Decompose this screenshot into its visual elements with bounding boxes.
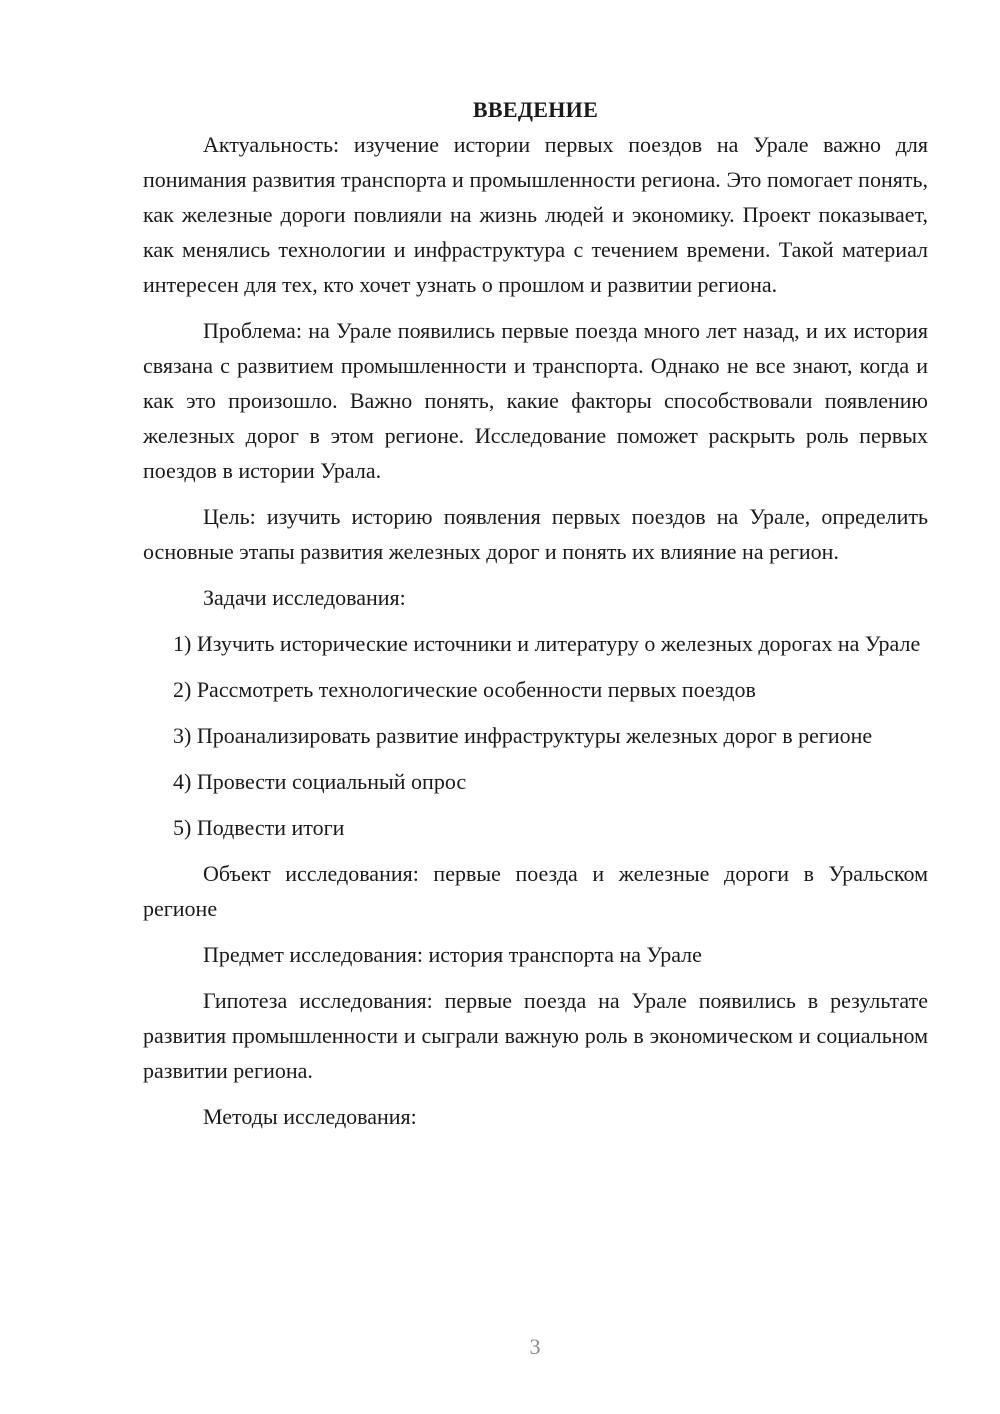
page-number: 3 [529,1334,541,1359]
paragraph-tasks-heading: Задачи исследования: [203,585,406,610]
document-title: ВВЕДЕНИЕ [472,97,599,122]
task-item-2: 2) Рассмотреть технологические особенности первых поездов [173,677,756,702]
paragraph-goal: Цель: изучить историю появления первых поездов на Урале, определить основные этапы развития железных дорог и понять их влияние на регион. [143,504,928,564]
paragraph-methods: Методы исследования: [203,1104,417,1129]
paragraph-object: Объект исследования: первые поезда и железные дороги в Уральском регионе [143,861,928,921]
task-item-5: 5) Подвести итоги [173,815,345,840]
paragraph-relevance: Актуальность: изучение истории первых поездов на Урале важно для понимания развития транспорта и промышленности региона. Это помогает понять, как железные дороги повлияли на жизнь людей и экономику. Проект показывает, как менялись технологии и инфраструктура с течением времени. Такой материал интересен для тех, кто хочет узнать о прошлом и развитии региона. [143,132,928,297]
paragraph-hypothesis: Гипотеза исследования: первые поезда на Урале появились в результате развития промышленности и сыграли важную роль в экономическом и социальном развитии региона. [143,988,928,1083]
document-page [143,92,928,1145]
paragraph-subject: Предмет исследования: история транспорта на Урале [203,942,702,967]
paragraph-problem: Проблема: на Урале появились первые поезда много лет назад, и их история связана с развитием промышленности и транспорта. Однако не все знают, когда и как это произошло. Важно понять, какие факторы способствовали появлению железных дорог в этом регионе. Исследование поможет раскрыть роль первых поездов в истории Урала. [143,318,928,483]
task-item-1: 1) Изучить исторические источники и литературу о железных дорогах на Урале [173,631,921,656]
task-item-3: 3) Проанализировать развитие инфраструктуры железных дорог в регионе [173,723,873,748]
task-item-4: 4) Провести социальный опрос [173,769,467,794]
